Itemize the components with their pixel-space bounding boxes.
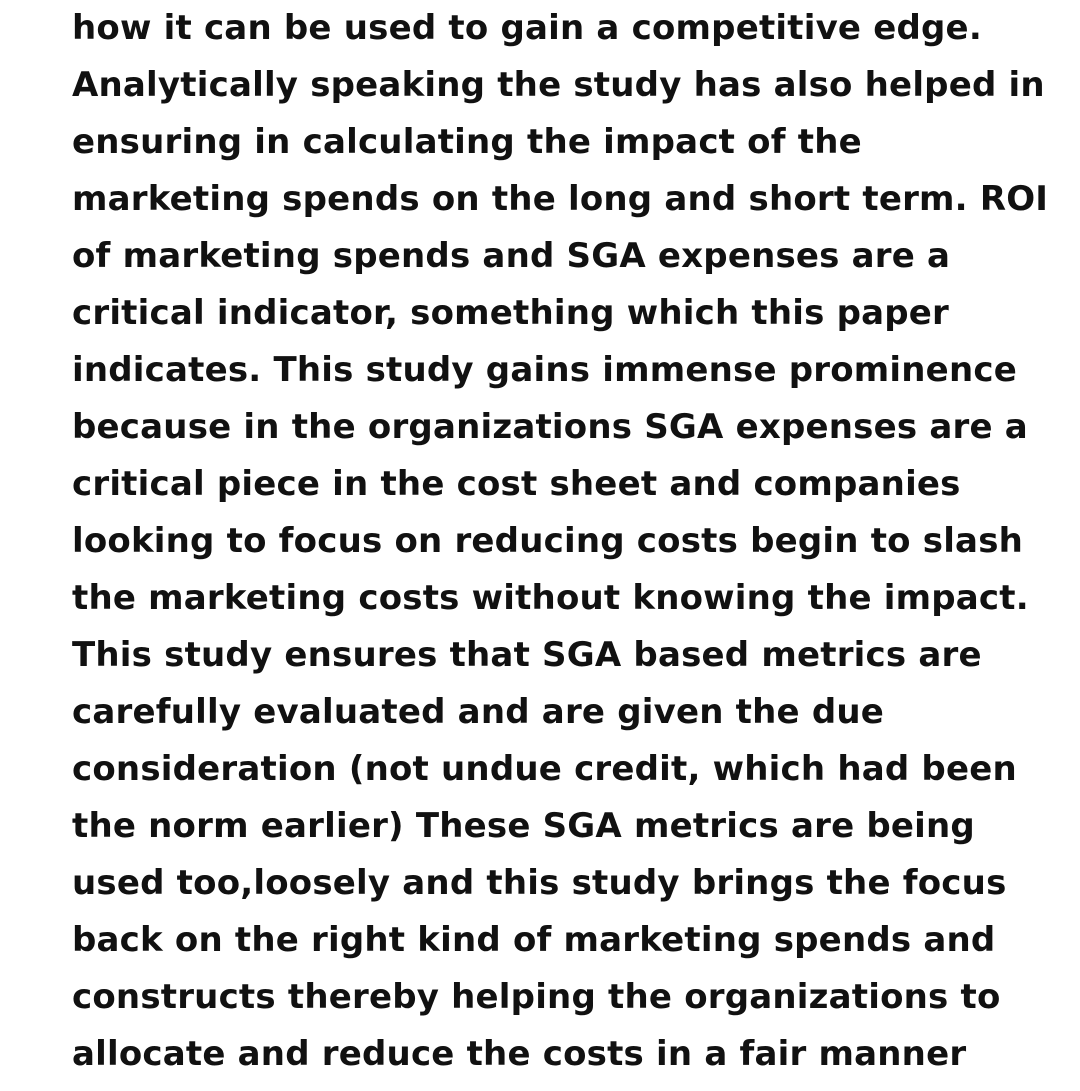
- text-line: how it can be used to gain a competitive edge.: [72, 8, 982, 48]
- text-line: critical indicator, something which this paper: [72, 293, 950, 333]
- paragraph: [72, 0, 1072, 1083]
- text-line: back on the right kind of marketing spends and: [72, 920, 996, 960]
- text-line: This study ensures that SGA based metrics are: [72, 635, 982, 675]
- text-line: allocate and reduce the costs in a fair manner: [72, 1034, 967, 1074]
- text-line: used too,loosely and this study brings the focus: [72, 863, 1007, 903]
- text-line: consideration (not undue credit, which had been: [72, 749, 1017, 789]
- text-line: critical piece in the cost sheet and companies: [72, 464, 961, 504]
- text-line: because in the organizations SGA expenses are a: [72, 407, 1028, 447]
- text-line: marketing spends on the long and short term. ROI: [72, 179, 1049, 219]
- text-line: indicates. This study gains immense prominence: [72, 350, 1017, 390]
- text-line: the marketing costs without knowing the impact.: [72, 578, 1029, 618]
- text-line: looking to focus on reducing costs begin to slash: [72, 521, 1024, 561]
- text-line: of marketing spends and SGA expenses are a: [72, 236, 951, 276]
- text-line: constructs thereby helping the organizations to: [72, 977, 1001, 1017]
- text-line: ensuring in calculating the impact of the: [72, 122, 862, 162]
- text-line: carefully evaluated and are given the due: [72, 692, 885, 732]
- text-line: Analytically speaking the study has also helped in: [72, 65, 1045, 105]
- text-line: the norm earlier) These SGA metrics are being: [72, 806, 975, 846]
